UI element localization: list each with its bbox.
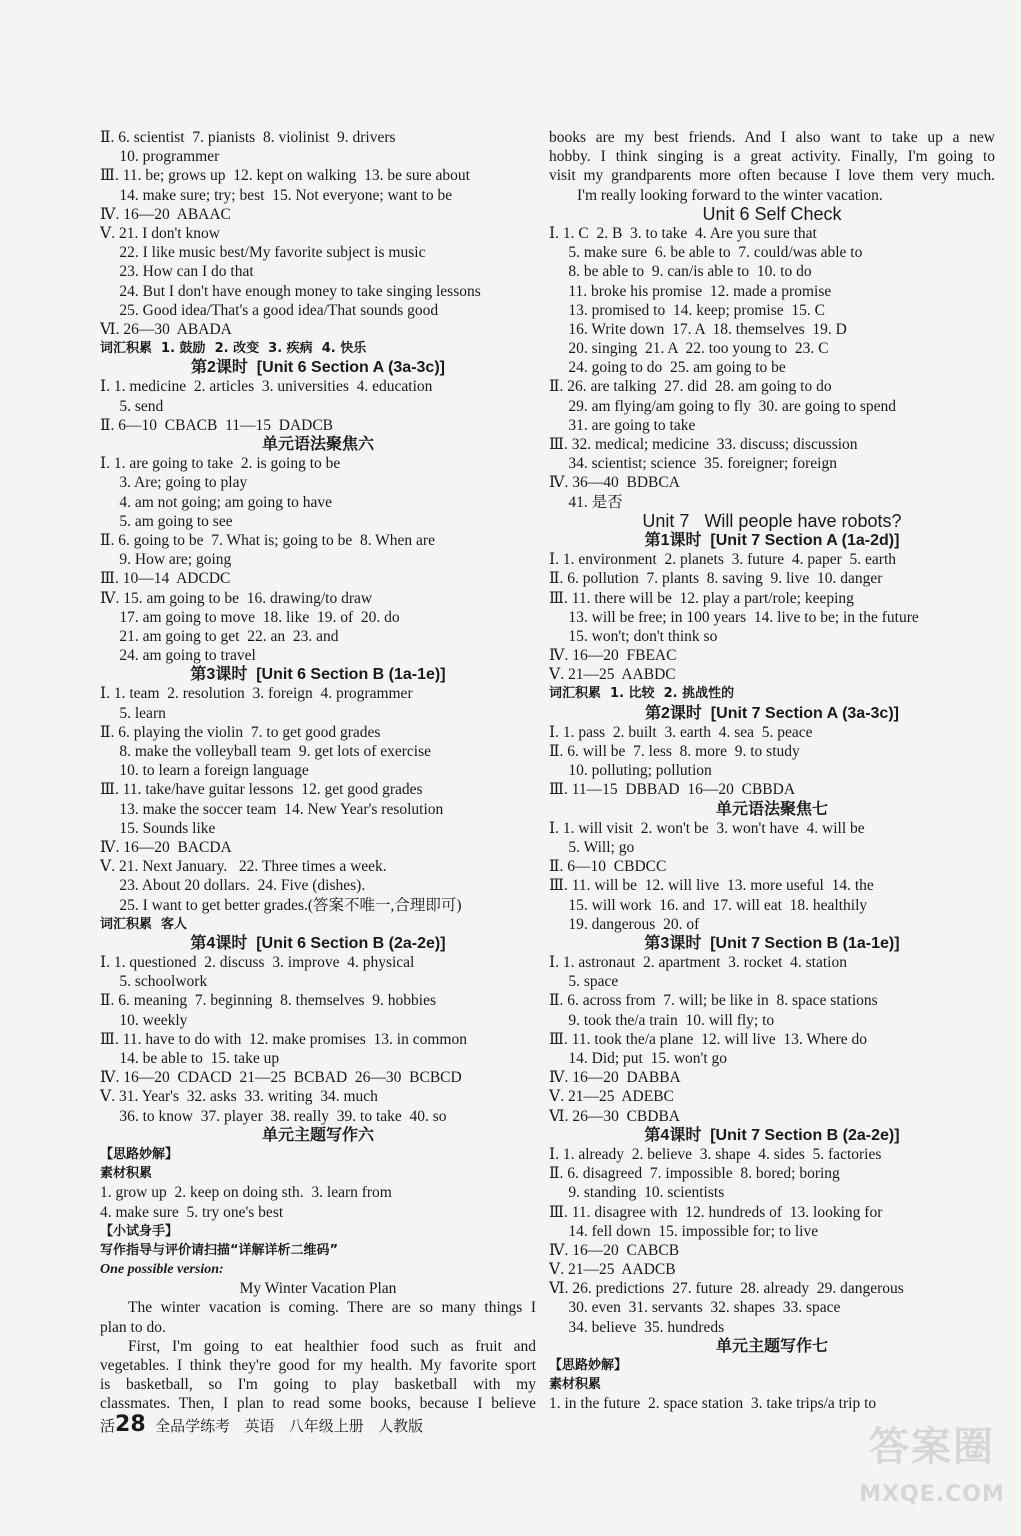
essay-line: books are my best friends. And I also want to take up a new	[549, 129, 995, 146]
answer-line: Ⅱ. 6. playing the violin 7. to get good grades	[100, 723, 381, 741]
answer-line: 3. Are; going to play	[100, 474, 248, 492]
answer-line: Ⅴ. 21. I don't know	[100, 224, 220, 242]
answer-line: 10. weekly	[100, 1011, 188, 1029]
essay-line: is basketball, so I'm going to play basketball with my	[100, 1376, 536, 1394]
answer-line: Ⅱ. 26. are talking 27. did 28. am going to do	[549, 378, 832, 396]
answer-line: 11. broke his promise 12. made a promise	[549, 282, 832, 300]
answer-line: Ⅰ. 1. are going to take 2. is going to be	[100, 455, 341, 473]
answer-line: 25. Good idea/That's a good idea/That sounds good	[100, 301, 439, 319]
answer-line: 13. will be free; in 100 years 14. live to be; in the future	[549, 608, 919, 626]
essay-line: The winter vacation is coming. There are so many things I	[128, 1299, 536, 1317]
answer-line: Ⅲ. 11. will be 12. will live 13. more useful 14. the	[549, 877, 874, 895]
answer-line: Ⅲ. 11—15 DBBAD 16—20 CBBDA	[549, 781, 796, 799]
answer-line: Ⅴ. 31. Year's 32. asks 33. writing 34. much	[100, 1088, 378, 1106]
answer-line: Ⅱ. 6. across from 7. will; be like in 8. space stations	[549, 992, 878, 1010]
answer-line: 9. standing 10. scientists	[549, 1184, 725, 1202]
answer-line: 34. scientist; science 35. foreigner; foreign	[549, 455, 837, 473]
answer-line: Ⅵ. 26. predictions 27. future 28. already 29. dangerous	[549, 1280, 904, 1298]
answer-line: 16. Write down 17. A 18. themselves 19. D	[549, 320, 847, 338]
answer-line: 23. How can I do that	[100, 263, 254, 281]
watermark-logo	[857, 1412, 1007, 1524]
section-heading: 单元主题写作七	[715, 1337, 828, 1355]
answer-line: Ⅵ. 26—30 CBDBA	[549, 1107, 680, 1125]
answer-line: 41. 是否	[549, 493, 623, 511]
section-heading: 第1课时 [Unit 7 Section A (1a-2d)]	[644, 531, 900, 549]
answer-line: Ⅲ. 11. have to do with 12. make promises 13. in common	[100, 1030, 467, 1048]
answer-line: Ⅱ. 6. scientist 7. pianists 8. violinist 9. drivers	[100, 129, 396, 146]
answer-line: Ⅳ. 16—20 CABCB	[549, 1241, 680, 1259]
answer-line: 19. dangerous 20. of	[549, 915, 700, 933]
answer-line: Ⅲ. 32. medical; medicine 33. discuss; discussion	[549, 436, 858, 453]
section-label: 素材积累	[100, 1166, 153, 1182]
essay-title: My Winter Vacation Plan	[239, 1280, 397, 1298]
answer-line: Ⅴ. 21—25 AABDC	[549, 666, 676, 684]
footer-prefix: 活	[100, 1417, 116, 1435]
answer-line: Ⅳ. 16—20 CDACD 21—25 BCBAD 26—30 BCBCD	[100, 1069, 462, 1087]
answer-line: 5. send	[100, 397, 164, 415]
watermark-url: MXQE.COM	[859, 1482, 1005, 1507]
watermark-text: 答案圈	[869, 1424, 995, 1470]
answer-line: Ⅱ. 6. pollution 7. plants 8. saving 9. live 10. danger	[549, 570, 883, 588]
answer-line: Ⅱ. 6. will be 7. less 8. more 9. to study	[549, 743, 800, 760]
answer-line: Ⅳ. 16—20 FBEAC	[549, 647, 677, 665]
answer-line: Ⅳ. 16—20 BACDA	[100, 838, 232, 856]
section-heading: 第3课时 [Unit 7 Section B (1a-1e)]	[644, 934, 900, 952]
section-heading: 单元语法聚焦七	[715, 800, 828, 818]
answer-line: 17. am going to move 18. like 19. of 20. do	[100, 608, 400, 626]
answer-line: 4. make sure 5. try one's best	[100, 1203, 284, 1221]
answer-line: 31. are going to take	[549, 416, 696, 434]
essay-line: visit my grandparents more often because I love them very much.	[549, 167, 995, 185]
answer-line: Ⅳ. 16—20 ABAAC	[100, 205, 231, 223]
section-heading: 第3课时 [Unit 6 Section B (1a-1e)]	[190, 666, 446, 684]
section-label: 【思路妙解】	[100, 1146, 179, 1162]
answer-line: One possible version:	[100, 1262, 224, 1278]
answer-line: Ⅱ. 6—10 CBACB 11—15 DADCB	[100, 416, 334, 434]
page-footer	[100, 1412, 423, 1438]
section-label: 词汇积累 1. 鼓励 2. 改变 3. 疾病 4. 快乐	[100, 341, 367, 357]
answer-line: Ⅲ. 11. take/have guitar lessons 12. get good grades	[100, 781, 423, 799]
answer-line: 34. believe 35. hundreds	[549, 1318, 725, 1336]
answer-line: Ⅰ. 1. pass 2. built 3. earth 4. sea 5. peace	[549, 723, 813, 741]
answer-line: 8. be able to 9. can/is able to 10. to do	[549, 263, 812, 281]
answer-line: 9. took the/a train 10. will fly; to	[549, 1011, 775, 1029]
answer-line: Ⅴ. 21. Next January. 22. Three times a week.	[100, 858, 387, 876]
answer-line: 24. But I don't have enough money to take singing lessons	[100, 282, 481, 300]
answer-line: Ⅰ. 1. questioned 2. discuss 3. improve 4. physical	[100, 954, 415, 972]
answer-line: 22. I like music best/My favorite subject is music	[100, 244, 426, 262]
answer-line: Ⅳ. 15. am going to be 16. drawing/to draw	[100, 589, 373, 607]
answer-line: Ⅲ. 11. took the/a plane 12. will live 13. Where do	[549, 1030, 867, 1048]
answer-line: Ⅰ. 1. environment 2. planets 3. future 4. paper 5. earth	[549, 551, 897, 569]
answer-line: 1. in the future 2. space station 3. take trips/a trip to	[549, 1395, 877, 1413]
footer-book-info: 全品学练考 英语 八年级上册 人教版	[145, 1417, 424, 1435]
answer-line: 9. How are; going	[100, 551, 232, 569]
answer-line: 15. will work 16. and 17. will eat 18. healthily	[549, 896, 868, 914]
section-heading: 第4课时 [Unit 6 Section B (2a-2e)]	[190, 934, 446, 952]
answer-line: 14. make sure; try; best 15. Not everyone; want to be	[100, 186, 453, 204]
section-heading: 单元语法聚焦六	[261, 436, 374, 453]
answer-line: Ⅱ. 6. disagreed 7. impossible 8. bored; boring	[549, 1165, 840, 1183]
answer-line: Ⅴ. 21—25 AADCB	[549, 1261, 676, 1279]
answer-line: 5. learn	[100, 704, 166, 722]
answer-line: 5. Will; go	[549, 838, 635, 856]
answer-line: Ⅵ. 26—30 ABADA	[100, 320, 232, 338]
section-label: 【思路妙解】	[549, 1358, 628, 1373]
answer-line: Ⅰ. 1. C 2. B 3. to take 4. Are you sure that	[549, 224, 817, 242]
answer-line: 13. promised to 14. keep; promise 15. C	[549, 301, 825, 319]
essay-line: plan to do.	[100, 1318, 166, 1336]
answer-line: Ⅰ. 1. astronaut 2. apartment 3. rocket 4. station	[549, 954, 847, 972]
answer-line: 13. make the soccer team 14. New Year's resolution	[100, 800, 444, 818]
section-label: 写作指导与评价请扫描“详解详析二维码”	[100, 1242, 339, 1258]
answer-line: 5. schoolwork	[100, 973, 208, 991]
answer-line: Ⅲ. 10—14 ADCDC	[100, 570, 231, 588]
answer-line: 14. Did; put 15. won't go	[549, 1050, 728, 1067]
answer-line: Ⅱ. 6. going to be 7. What is; going to be 8. When are	[100, 531, 435, 549]
essay-line: vegetables. I think they're good for my health. My favorite sport	[100, 1357, 536, 1374]
section-label: 【小试身手】	[100, 1223, 179, 1239]
answer-line: 1. grow up 2. keep on doing sth. 3. learn from	[100, 1184, 392, 1202]
answer-line: 24. going to do 25. am going to be	[549, 359, 786, 377]
answer-line: Ⅳ. 36—40 BDBCA	[549, 474, 680, 492]
section-heading: 第2课时 [Unit 7 Section A (3a-3c)]	[645, 704, 899, 722]
section-heading: Unit 7 Will people have robots?	[642, 511, 902, 531]
essay-line: classmates. Then, I plan to read some books, because I believe	[100, 1395, 536, 1413]
answer-line: Ⅱ. 6. meaning 7. beginning 8. themselves 9. hobbies	[100, 992, 436, 1010]
section-heading: 第2课时 [Unit 6 Section A (3a-3c)]	[191, 359, 445, 377]
answer-line: 4. am not going; am going to have	[100, 493, 333, 511]
essay-line: hobby. I think singing is a great activity. Finally, I'm going to	[549, 148, 995, 166]
answer-line: Ⅲ. 11. disagree with 12. hundreds of 13. looking for	[549, 1203, 883, 1221]
answer-line: 15. Sounds like	[100, 819, 216, 837]
section-heading: 单元主题写作六	[261, 1126, 374, 1144]
section-label: 词汇积累 1. 比较 2. 挑战性的	[549, 686, 735, 702]
answer-line: 14. be able to 15. take up	[100, 1050, 280, 1067]
section-label: 词汇积累 客人	[100, 916, 188, 932]
answer-line: 5. space	[549, 973, 619, 991]
left-column	[100, 128, 536, 1414]
answer-line: 10. polluting; pollution	[549, 762, 712, 780]
answer-line: 36. to know 37. player 38. really 39. to take 40. so	[100, 1107, 447, 1125]
answer-line: 23. About 20 dollars. 24. Five (dishes).	[100, 877, 366, 895]
answer-line: Ⅰ. 1. will visit 2. won't be 3. won't have 4. will be	[549, 819, 865, 837]
answer-line: Ⅲ. 11. be; grows up 12. kept on walking 13. be sure about	[100, 167, 470, 185]
answer-line: 24. am going to travel	[100, 647, 256, 665]
answer-line: Ⅳ. 16—20 DABBA	[549, 1069, 681, 1087]
answer-line: 25. I want to get better grades.(答案不唯一,合理即可)	[100, 896, 462, 914]
answer-line: 10. programmer	[100, 148, 220, 166]
answer-line: Ⅰ. 1. already 2. believe 3. shape 4. sides 5. factories	[549, 1145, 882, 1163]
section-heading: 第4课时 [Unit 7 Section B (2a-2e)]	[644, 1126, 900, 1144]
answer-line: 5. am going to see	[100, 512, 233, 530]
answer-line: 30. even 31. servants 32. shapes 33. space	[549, 1299, 841, 1317]
answer-line: Ⅰ. 1. medicine 2. articles 3. universities 4. education	[100, 378, 433, 396]
answer-line: 8. make the volleyball team 9. get lots of exercise	[100, 743, 431, 760]
answer-line: 29. am flying/am going to fly 30. are going to spend	[549, 397, 896, 415]
answer-line: 5. make sure 6. be able to 7. could/was able to	[549, 244, 863, 262]
section-heading: Unit 6 Self Check	[702, 204, 842, 224]
answer-line: 14. fell down 15. impossible for; to live	[549, 1222, 819, 1240]
answer-line: Ⅱ. 6—10 CBDCC	[549, 858, 667, 876]
essay-line: I'm really looking forward to the winter vacation.	[577, 186, 883, 204]
answer-line: Ⅲ. 11. there will be 12. play a part/role; keeping	[549, 589, 854, 607]
answer-line: 10. to learn a foreign language	[100, 762, 309, 780]
answer-line: 15. won't; don't think so	[549, 627, 718, 645]
answer-line: Ⅴ. 21—25 ADEBC	[549, 1088, 674, 1106]
page-number: 28	[115, 1412, 146, 1437]
section-label: 素材积累	[549, 1377, 602, 1393]
essay-line: First, I'm going to eat healthier food such as fruit and	[128, 1337, 536, 1355]
right-column	[549, 128, 995, 1414]
answer-line: 20. singing 21. A 22. too young to 23. C	[549, 340, 829, 358]
answer-line: Ⅰ. 1. team 2. resolution 3. foreign 4. programmer	[100, 685, 413, 703]
answer-line: 21. am going to get 22. an 23. and	[100, 627, 339, 645]
